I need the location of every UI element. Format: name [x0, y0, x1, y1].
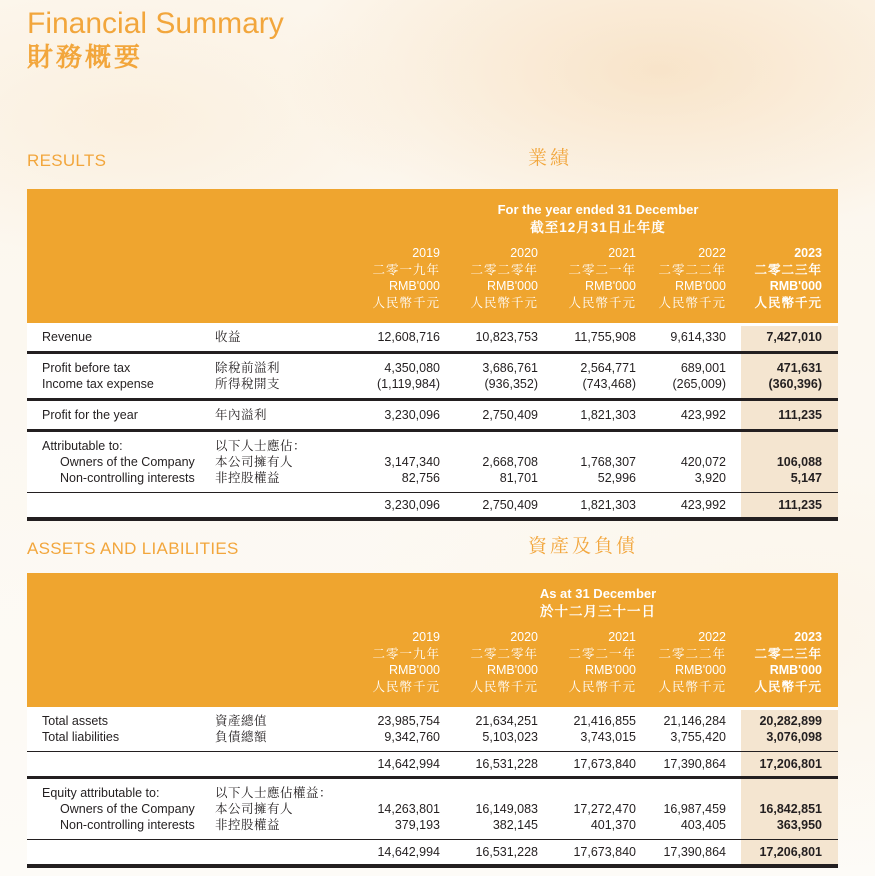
column-year: 2019 [412, 630, 440, 644]
table-row [27, 817, 838, 833]
cell-value: 12,608,716 [377, 330, 440, 344]
cell-value [726, 438, 838, 454]
cell-value: 5,147 [790, 471, 822, 485]
column-year-zh: 二零二一年 [568, 263, 636, 277]
row-group [27, 354, 838, 398]
table-row [27, 470, 838, 486]
column-year: 2022 [698, 246, 726, 260]
row-label-zh: 資產總值 [215, 714, 268, 728]
page-title-zh: 財務概要 [27, 42, 144, 72]
row-label-en: Attributable to: [42, 439, 123, 453]
column-year-zh: 二零二三年 [754, 263, 822, 277]
cell-value: 1,768,307 [580, 455, 636, 469]
table-row [27, 438, 838, 454]
cell-value: 2,750,409 [482, 408, 538, 422]
period-line-zh: 於十二月三十一日 [540, 604, 656, 619]
table-row [27, 785, 838, 801]
column-unit: RMB'000 [769, 663, 822, 677]
table-period-header [27, 573, 838, 707]
cell-value: 420,072 [680, 455, 726, 469]
row-group [27, 432, 838, 492]
cell-value: 2,668,708 [482, 455, 538, 469]
cell-value: 689,001 [680, 361, 726, 375]
column-header [636, 245, 726, 312]
cell-value: 20,282,899 [759, 714, 822, 728]
results-section-heading [27, 149, 838, 175]
section-heading-en: RESULTS [27, 151, 107, 170]
cell-value: (936,352) [484, 377, 538, 391]
cell-value: 21,416,855 [573, 714, 636, 728]
table-row [27, 801, 838, 817]
table-body [27, 323, 838, 521]
total-value: 111,235 [778, 498, 822, 512]
total-value: 17,206,801 [759, 757, 822, 771]
page-title: Financial Summary [27, 7, 284, 40]
table-bottom-rule [27, 517, 838, 521]
column-unit-zh: 人民幣千元 [372, 296, 440, 310]
row-label-zh: 收益 [215, 330, 242, 344]
cell-value: 3,230,096 [384, 408, 440, 422]
cell-value: 401,370 [590, 818, 636, 832]
cell-value [332, 438, 440, 454]
cell-value: 5,103,023 [482, 730, 538, 744]
total-row [27, 493, 838, 517]
row-group [27, 323, 838, 351]
cell-value: 14,263,801 [377, 802, 440, 816]
results-table [27, 189, 838, 521]
row-label-en: Non-controlling interests [60, 471, 195, 485]
section-heading-zh: 資產及負債 [528, 536, 639, 557]
column-year: 2020 [510, 630, 538, 644]
column-unit-zh: 人民幣千元 [658, 296, 726, 310]
column-unit-zh: 人民幣千元 [568, 296, 636, 310]
cell-value: 3,076,098 [766, 730, 822, 744]
cell-value [726, 785, 838, 801]
table-bottom-rule [27, 864, 838, 868]
total-value: 14,642,994 [377, 845, 440, 859]
cell-value: 9,342,760 [384, 730, 440, 744]
row-label-zh: 年內溢利 [215, 408, 268, 422]
cell-value: 379,193 [394, 818, 440, 832]
column-year: 2023 [794, 246, 822, 260]
cell-value: (265,009) [672, 377, 726, 391]
row-label-zh: 以下人士應佔權益： [215, 786, 333, 800]
row-label-zh: 負債總額 [215, 730, 268, 744]
row-label-en: Profit for the year [42, 408, 138, 422]
cell-value: 23,985,754 [377, 714, 440, 728]
column-unit-zh: 人民幣千元 [754, 296, 822, 310]
cell-value [440, 438, 538, 454]
row-label-zh: 除稅前溢利 [215, 361, 281, 375]
total-value: 17,673,840 [573, 845, 636, 859]
row-label-zh: 以下人士應佔： [215, 439, 307, 453]
column-unit: RMB'000 [674, 279, 726, 293]
cell-value: 471,631 [776, 361, 822, 375]
column-header [726, 245, 838, 312]
column-header [726, 629, 838, 696]
column-header [440, 629, 538, 696]
cell-value: 16,842,851 [759, 802, 822, 816]
row-label-en: Owners of the Company [60, 802, 195, 816]
table-body [27, 707, 838, 868]
row-label-zh: 本公司擁有人 [215, 802, 294, 816]
row-group [27, 707, 838, 751]
assets-liabilities-table [27, 573, 838, 868]
column-unit-zh: 人民幣千元 [372, 680, 440, 694]
row-label-zh: 本公司擁有人 [215, 455, 294, 469]
period-title [332, 201, 838, 237]
cell-value [332, 785, 440, 801]
column-header [332, 629, 440, 696]
cell-value: 16,149,083 [475, 802, 538, 816]
column-header [440, 245, 538, 312]
period-line-en: As at 31 December [539, 586, 657, 601]
total-value: 3,230,096 [384, 498, 440, 512]
cell-value: 363,950 [776, 818, 822, 832]
cell-value: 4,350,080 [384, 361, 440, 375]
cell-value: (1,119,984) [376, 377, 440, 391]
cell-value: 1,821,303 [580, 408, 636, 422]
cell-value: 21,634,251 [475, 714, 538, 728]
period-line-en: For the year ended 31 December [497, 202, 699, 217]
cell-value: 3,755,420 [670, 730, 726, 744]
column-year: 2020 [510, 246, 538, 260]
total-value: 17,673,840 [573, 757, 636, 771]
cell-value: 11,755,908 [574, 330, 636, 344]
section-heading-en: ASSETS AND LIABILITIES [27, 539, 239, 558]
column-year-zh: 二零二零年 [470, 647, 538, 661]
cell-value: 111,235 [778, 408, 822, 422]
cell-value: 382,145 [492, 818, 538, 832]
cell-value: 10,823,753 [475, 330, 538, 344]
table-row [27, 713, 838, 729]
column-unit: RMB'000 [388, 663, 440, 677]
total-value: 2,750,409 [482, 498, 538, 512]
table-row [27, 454, 838, 470]
column-year: 2022 [698, 630, 726, 644]
table-period-header [27, 189, 838, 323]
period-title [332, 585, 838, 621]
total-row [27, 840, 838, 864]
table-row [27, 729, 838, 745]
column-year: 2019 [412, 246, 440, 260]
row-label-en: Income tax expense [42, 377, 154, 391]
row-label-en: Total liabilities [42, 730, 120, 744]
cell-value: 7,427,010 [766, 330, 822, 344]
cell-value: 81,701 [499, 471, 538, 485]
table-row [27, 376, 838, 392]
row-label-en: Non-controlling interests [60, 818, 195, 832]
row-label-en: Total assets [42, 714, 109, 728]
column-year-zh: 二零二一年 [568, 647, 636, 661]
column-year-zh: 二零二二年 [658, 263, 726, 277]
cell-value: 3,686,761 [482, 361, 538, 375]
column-unit-zh: 人民幣千元 [658, 680, 726, 694]
table-row [27, 329, 838, 345]
column-header [332, 245, 440, 312]
section-heading-zh: 業績 [528, 148, 573, 169]
cell-value [538, 785, 636, 801]
cell-value: 3,743,015 [580, 730, 636, 744]
cell-value: 52,996 [597, 471, 636, 485]
column-unit-zh: 人民幣千元 [470, 296, 538, 310]
cell-value: 17,272,470 [573, 802, 636, 816]
cell-value: 16,987,459 [663, 802, 726, 816]
column-unit: RMB'000 [769, 279, 822, 293]
cell-value: 3,147,340 [384, 455, 440, 469]
column-unit-zh: 人民幣千元 [470, 680, 538, 694]
column-unit: RMB'000 [486, 663, 538, 677]
row-label-zh: 所得稅開支 [215, 377, 281, 391]
cell-value: (743,468) [582, 377, 636, 391]
column-unit-zh: 人民幣千元 [568, 680, 636, 694]
column-year: 2023 [794, 630, 822, 644]
row-group [27, 401, 838, 429]
total-value: 1,821,303 [580, 498, 636, 512]
cell-value: 9,614,330 [670, 330, 726, 344]
cell-value: 423,992 [680, 408, 726, 422]
row-label-en: Equity attributable to: [42, 786, 160, 800]
column-unit: RMB'000 [486, 279, 538, 293]
cell-value [636, 438, 726, 454]
column-unit: RMB'000 [388, 279, 440, 293]
row-group [27, 779, 838, 839]
total-value: 16,531,228 [475, 845, 538, 859]
column-year: 2021 [608, 246, 636, 260]
row-label-en: Owners of the Company [60, 455, 195, 469]
column-unit: RMB'000 [674, 663, 726, 677]
total-value: 17,390,864 [663, 757, 726, 771]
column-year: 2021 [608, 630, 636, 644]
table-row [27, 360, 838, 376]
column-year-zh: 二零一九年 [372, 263, 440, 277]
total-value: 423,992 [680, 498, 726, 512]
total-value: 16,531,228 [475, 757, 538, 771]
column-header [538, 245, 636, 312]
total-row [27, 752, 838, 776]
column-year-zh: 二零一九年 [372, 647, 440, 661]
row-label-zh: 非控股權益 [215, 818, 281, 832]
cell-value: 2,564,771 [580, 361, 636, 375]
cell-value: 21,146,284 [663, 714, 726, 728]
cell-value: 82,756 [401, 471, 440, 485]
total-value: 17,206,801 [759, 845, 822, 859]
total-value: 17,390,864 [663, 845, 726, 859]
cell-value: 403,405 [680, 818, 726, 832]
cell-value: 3,920 [694, 471, 726, 485]
cell-value: 106,088 [776, 455, 822, 469]
column-unit-zh: 人民幣千元 [754, 680, 822, 694]
column-year-zh: 二零二三年 [754, 647, 822, 661]
table-row [27, 407, 838, 423]
cell-value: (360,396) [768, 377, 822, 391]
cell-value [636, 785, 726, 801]
column-unit: RMB'000 [584, 663, 636, 677]
column-header [538, 629, 636, 696]
total-value: 14,642,994 [377, 757, 440, 771]
period-line-zh: 截至12月31日止年度 [530, 220, 666, 235]
column-year-zh: 二零二二年 [658, 647, 726, 661]
row-label-zh: 非控股權益 [215, 471, 281, 485]
column-unit: RMB'000 [584, 279, 636, 293]
column-year-zh: 二零二零年 [470, 263, 538, 277]
assets-liabilities-section-heading [27, 537, 838, 563]
row-label-en: Profit before tax [42, 361, 131, 375]
row-label-en: Revenue [42, 330, 93, 344]
cell-value [440, 785, 538, 801]
column-header [636, 629, 726, 696]
cell-value [538, 438, 636, 454]
